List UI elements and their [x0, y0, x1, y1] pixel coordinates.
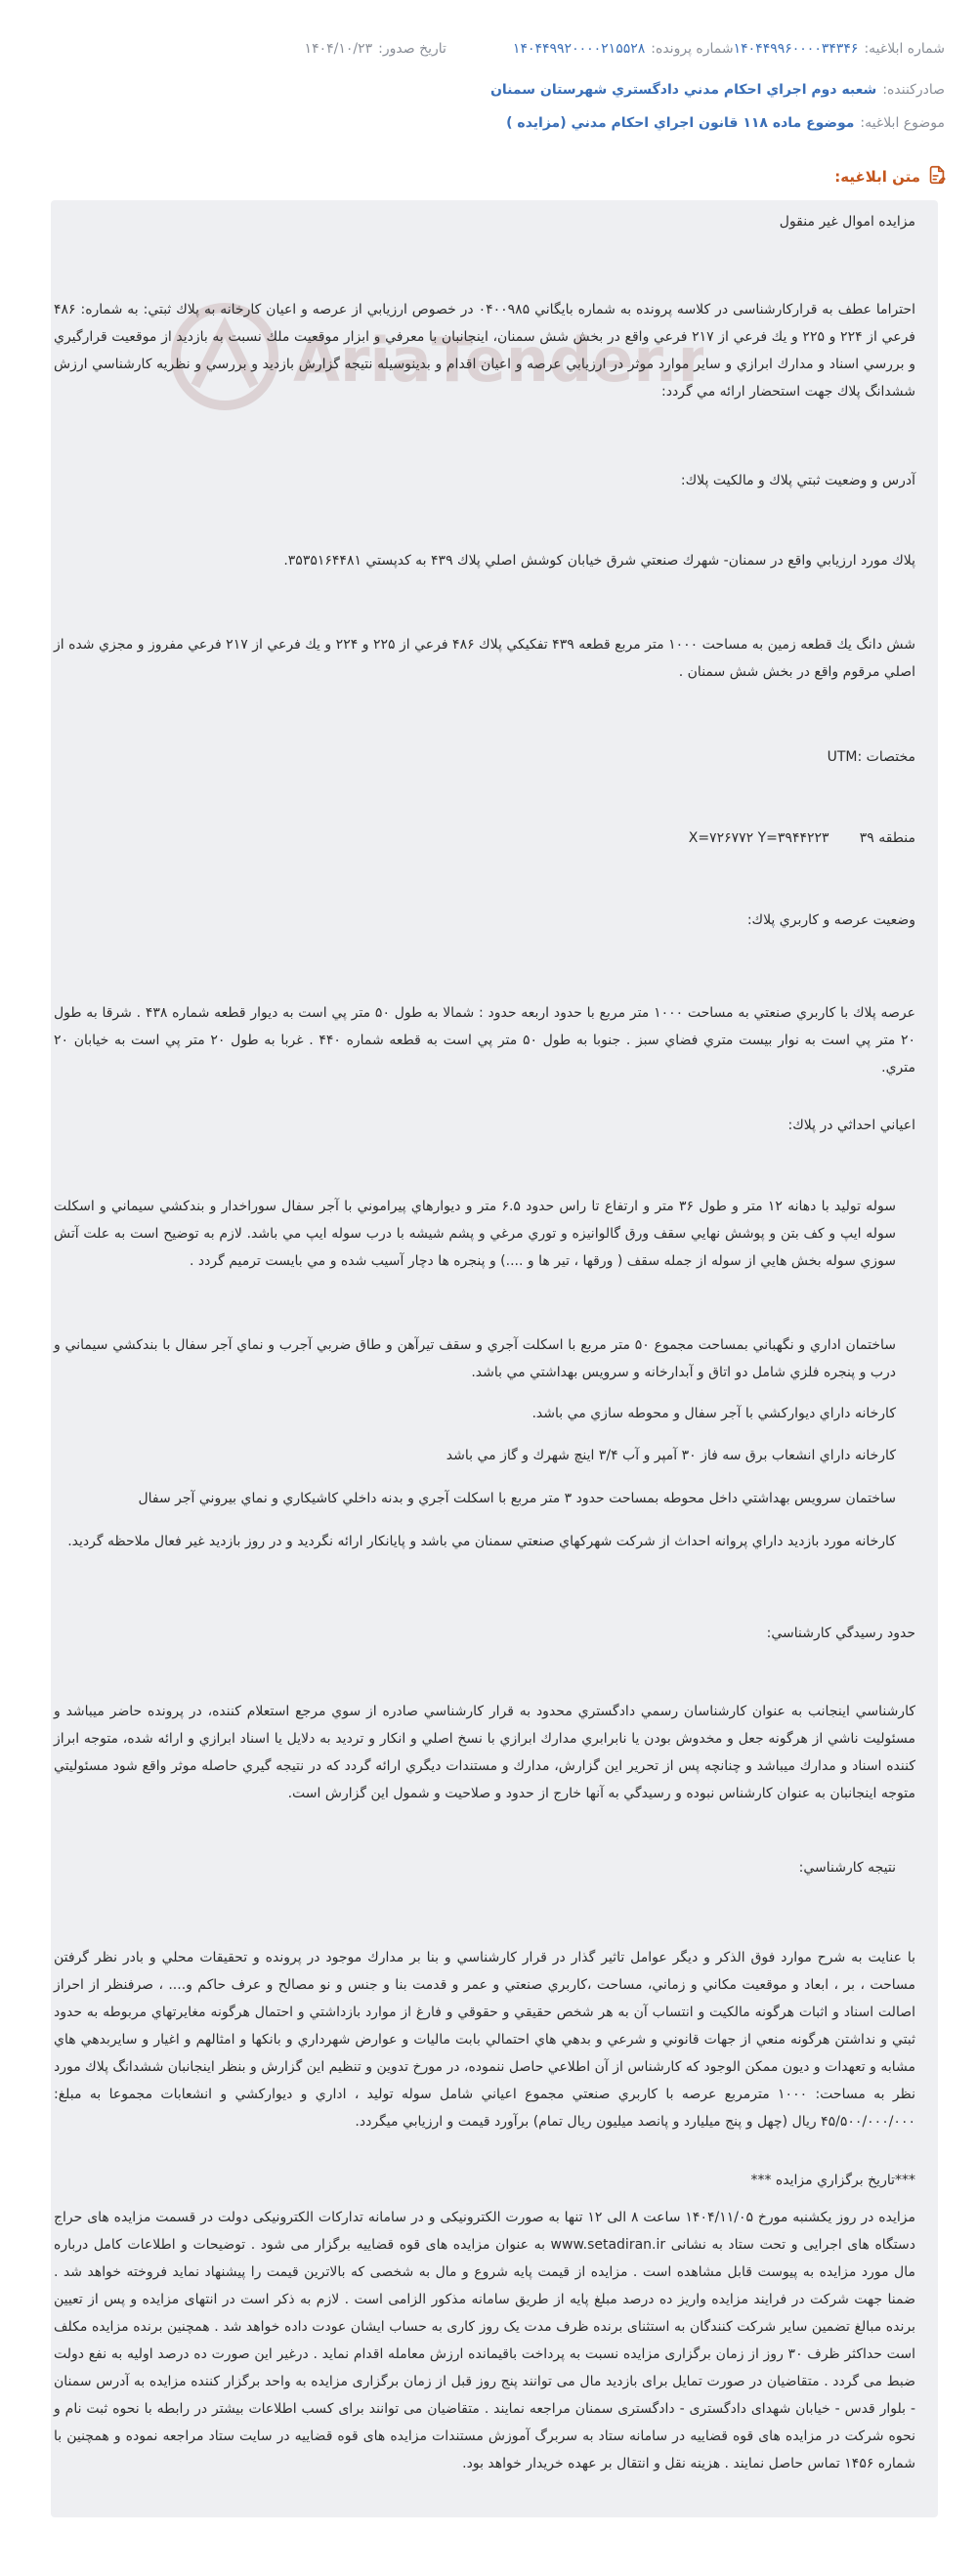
notice-number-label: شماره ابلاغيه: — [864, 41, 945, 57]
utm-coordinates: منطقه ۳۹ X=۷۲۶۷۷۲ Y=۳۹۴۴۲۲۳ — [688, 830, 915, 846]
subject-line — [506, 115, 945, 131]
file-number-value: ۱۴۰۴۴۹۹۲۰۰۰۰۲۱۵۵۲۸ — [512, 41, 646, 57]
issue-date-value: ۱۴۰۴/۱۰/۲۳ — [304, 41, 373, 57]
auction-date-heading: ***تاريخ برگزاري مزايده *** — [750, 2173, 915, 2188]
meta-row — [240, 41, 945, 57]
file-number-label: شماره پرونده: — [651, 41, 734, 57]
auction-heading: مزايده اموال غير منقول — [779, 214, 915, 230]
address-paragraph: پلاك مورد ارزيابي واقع در سمنان- شهرك صنعتي شرق خيابان كوشش اصلي پلاك ۴۳۹ به كدپستي ۳۵۳۵۱۶۴۴۸۱. — [283, 553, 915, 569]
permit-paragraph: كارخانه مورد بازديد داراي پروانه احداث از شركت شهركهاي صنعتي سمنان مي باشد و پايانكار ارائه نگرديد و در روز بازديد غير فعال ملاحظه گرديد. — [67, 1534, 896, 1549]
land-paragraph: شش دانگ يك قطعه زمين به مساحت ۱۰۰۰ متر مربع قطعه ۴۳۹ تفكيكي پلاك ۴۸۶ فرعي از ۲۲۵ و ۲۲۴ و يك فرعي از ۲۱۷ فرعي مفروز و مجزي شده از اصلي مرقوم واقع در بخش شش سمنان . — [54, 637, 915, 680]
office-paragraph: ساختمان اداري و نگهباني بمساحت مجموع ۵۰ متر مربع با اسكلت آجري و سقف تيرآهن و طاق ضربي آجرب و نماي آجر سفال با بندكشي سيماني و درب و پنجره فلزي شامل دو اتاق و آبدارخانه و سرويس بهداشتي مي باشد. — [54, 1337, 896, 1380]
usage-paragraph: عرصه پلاك با كاربري صنعتي به مساحت ۱۰۰۰ متر مربع با حدود اربعه حدود : شمالا به طول ۵۰ متر پي است به ديوار قطعه شماره ۴۳۸ . شرقا به طول ۲۰ متر پي است به نوار بيست متري فضاي سبز . جنوبا به طول ۵۰ متر پي است به قطعه شماره ۴۴۰ . غربا به طول ۲۰ متر پي است به خيابان ۲۰ متري. — [54, 1005, 916, 1076]
notice-number-value: ۱۴۰۴۴۹۹۶۰۰۰۰۳۴۳۴۶ — [733, 41, 859, 57]
watermark-text: AriaTender.n — [293, 324, 703, 396]
issue-date-label: تاریخ صدور: — [378, 41, 446, 57]
address-heading: آدرس و وضعيت ثبتي پلاك و مالكيت پلاك: — [680, 473, 915, 488]
restroom-paragraph: ساختمان سرويس بهداشتي داخل محوطه بمساحت حدود ۳ متر مربع با اسكلت آجري و بدنه داخلي كاشيكاري و نماي بيروني آجر سفال — [138, 1491, 896, 1506]
hall-paragraph: سوله توليد با دهانه ۱۲ متر و طول ۳۶ متر و ارتفاع تا راس حدود ۶.۵ متر و ديوارهاي پيراموني با آجر سفال سوراخدار و بندكشي سيماني و اسكلت سوله ايپ و كف بتن و پوشش نهايي سقف ورق گالوانيزه و توري مرغي و پشم شيشه با درب سوله ايپ مي باشد. لازم به توضيح است به علت آتش سوزي سوله بخش هايي از سوله از جمله سقف ( ورقها ، تير ها و ....) و پنجره ها دچار آسيب شده و مي بايست ترميم گردد . — [54, 1199, 897, 1269]
issuer-line — [490, 82, 945, 98]
notice-text-heading — [834, 164, 948, 190]
document-edit-icon — [926, 164, 948, 190]
subject-label: موضوع ابلاغیه: — [860, 115, 945, 131]
intro-paragraph: احتراما عطف به قرارکارشناسی در کلاسه پرونده به شماره بايگاني ۰۴۰۰۹۸۵ در خصوص ارزيابي از عرصه و اعيان كارخانه به پلاك ثبتي: به شماره: ۴۸۶ فرعي از ۲۲۴ و ۲۲۵ و يك فرعي از ۲۱۷ فرعي واقع در بخش شش سمنان، اينجانبان با معرفي و ابزار موقعيت ملك نسبت به بازديد از موقعيت قرارگيري و بررسي اسناد و مدارك ابرازي و ساير موارد موثر در ارزيابي عرصه و اعيان اقدام و بدينوسيله نتيجه گزارش بازديد و بررسي و نظريه كارشناسي ارزش ششدانگ پلاك جهت استحضار ارائه مي گردد: — [54, 302, 916, 400]
scope-paragraph: كارشناسي اينجانب به عنوان كارشناسان رسمي دادگستري محدود به قرار كارشناسي صادره از سوي مرجع استعلام كننده، در پرونده حاضر ميباشد و مسئوليت ناشي از هرگونه جعل و مخدوش بودن يا نابرابري مدارك ابرازي با نسخ اصلي و انكار و ترديد به دلايل يا اسناد ابرازي و ارائه شده، متوجه ابراز كننده اسناد و مدارك ميباشد و چنانچه پس از تحرير اين گزارش، مدارك و مستندات ديگري ارائه گردد كه در نتيجه گيري حاصله موثر واقع شود مسئوليتي متوجه اينجانبان به عنوان كارشناس نبوده و رسيدگي به آنها خارج از حدود و صلاحيت و شمول اين گزارش است. — [54, 1704, 915, 1801]
scope-heading: حدود رسيدگي كارشناسي: — [766, 1626, 915, 1641]
issuer-value: شعبه دوم اجراي احكام مدني دادگستري شهرستان سمنان — [489, 82, 877, 98]
notice-text-title: متن ابلاغیه: — [834, 168, 920, 186]
file-number — [513, 41, 734, 57]
result-paragraph: با عنايت به شرح موارد فوق الذكر و ديگر عوامل تاثير گذار در قرار كارشناسي و بنا بر مدارك موجود در پرونده و تحقيقات محلي و بادر نظر گرفتن مساحت ، بر ، ابعاد و موقعيت مكاني و زماني، مساحت ،كاربري صنعتي و عمر و قدمت بنا و جنس و نو مصالح و عرف حاكم و.... ، صرفنظر از احراز اصالت اسناد و اثبات هرگونه مالكيت و انتساب آن به هر شخص حقيقي و حقوقي و فارغ از موارد بازداشتي و احتمال هرگونه مغايرتهاي مربوطه به حدود ثبتي و نداشتن هرگونه منعي از جهات قانوني و شرعي و بدهي هاي احتمالي بابت ماليات و عوارض شهرداري و بانكها و امثالهم و اغيار و سايربدهي هاي مشابه و تعهدات و ديون ممكن الوجود كه كارشناس از آن اطلاعي حاصل ننموده، در مورخ تدوين و تنظيم اين گزارش و بنظر اينجانبان ششدانگ پلاك مورد نظر به مساحت: ۱۰۰۰ مترمربع عرصه با كاربري صنعتي مجموع اعياني شامل سوله توليد ، اداري و ديواركشي و انشعابات مجموعا به مبلغ: ۴۵/۵۰۰/۰۰۰/۰۰۰ ريال (چهل و پنج ميليارد و پانصد ميليون ريال تمام) برآورد قيمت و ارزيابي ميگردد. — [54, 1950, 915, 2130]
notice-number — [734, 41, 945, 57]
issue-date — [305, 41, 446, 57]
wall-paragraph: كارخانه داراي ديواركشي با آجر سفال و محوطه سازي مي باشد. — [531, 1406, 896, 1421]
subject-value: موضوع ماده ۱۱۸ قانون اجراي احكام مدني (مزايده ) — [506, 115, 855, 131]
utilities-paragraph: كارخانه داراي انشعاب برق سه فاز ۳۰ آمپر و آب ۳/۴ اينچ شهرك و گاز مي باشد — [446, 1448, 896, 1463]
buildings-heading: اعياني احداثي در پلاك: — [787, 1118, 915, 1133]
result-heading: نتيجه كارشناسي: — [798, 1860, 896, 1876]
usage-heading: وضعيت عرصه و كاربري پلاك: — [746, 912, 915, 928]
utm-label: مختصات :UTM — [827, 749, 915, 765]
issuer-label: صادرکننده: — [882, 82, 945, 98]
auction-terms-paragraph: مزايده در روز يكشنبه مورخ ۱۴۰۴/۱۱/۰۵ ساعت ۸ الی ۱۲ تنها به صورت الکترونیکی و در سامانه تدارکات الکترونیکی دولت در قسمت مزایده های حراج دستگاه های اجرایی و تحت ستاد به نشانی www.setadiran.ir به عنوان مزایده های قوه قضاییه برگزار می شود . توضیحات و اطلاعات کامل درباره مال مورد مزایده به پیوست قابل مشاهده است . مزایده از قیمت پایه شروع و مال به شخصی که بالاترین قیمت را پیشنهاد نماید فروخته خواهد شد . ضمنا جهت شرکت در فرایند مزایده واریز ده درصد مبلغ پایه از طریق سامانه مذکور الزامی است . لازم به ذکر است در انتهای مزایده و پس از تعیین برنده مبالغ تضمین سایر شرکت کنندگان به استثنای برنده ظرف مدت یک روز کاری به حساب ایشان عودت داده خواهد شد . همچنین برنده مزایده مکلف است حداکثر ظرف ۳۰ روز از زمان برگزاری مزایده نسبت به پرداخت باقیمانده ارزش معامله اقدام نماید . درغیر این صورت ده درصد اولیه به نفع دولت ضبط می گردد . متقاضیان در صورت تمایل برای بازدید مال می توانند پنج روز قبل از زمان برگزاری مزایده به واحد برگزار کننده مزایده به آدرس سمنان - بلوار قدس - خیابان شهدای دادگستری - دادگستری سمنان مراجعه نمایند . متقاضیان می توانند برای کسب اطلاعات بیشتر در رابطه با نحوه ثبت نام و نحوه شرکت در مزایده های قوه قضاییه در سامانه ستاد به سربرگ آموزش مستندات مزایده های قوه قضاییه در سایت ستاد مراجعه نموده و همچنین با شماره ۱۴۵۶ تماس حاصل نمایند . هزینه نقل و انتقال بر عهده خریدار خواهد بود. — [54, 2210, 915, 2471]
